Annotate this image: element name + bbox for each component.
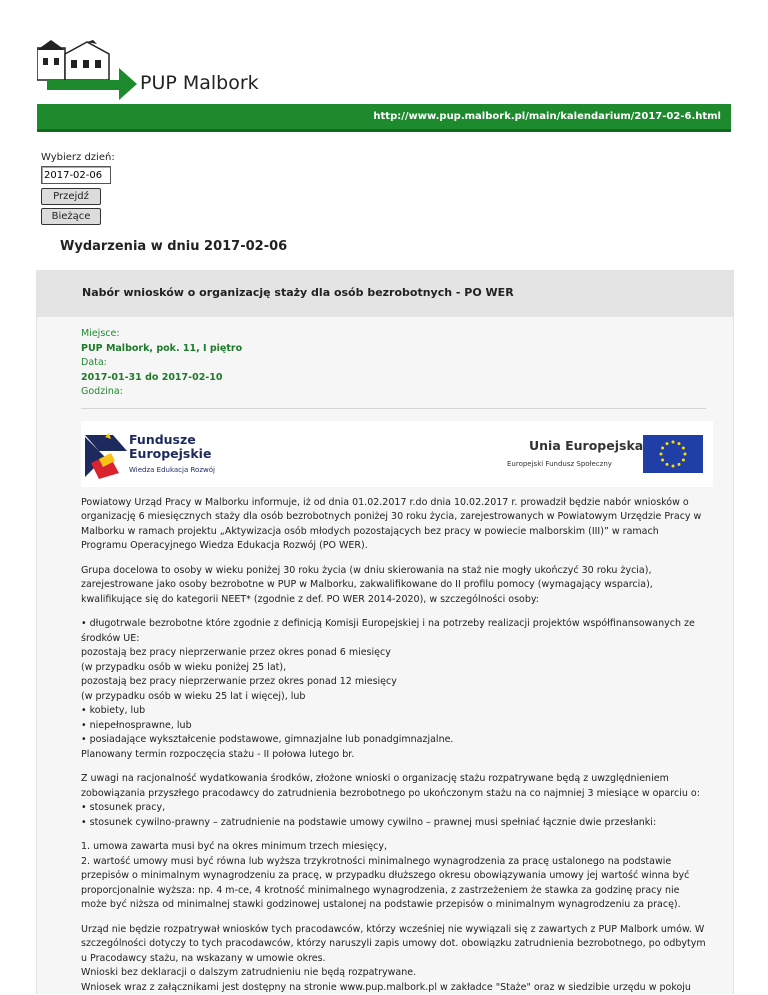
description-line: Powiatowy Urząd Pracy w Malborku informuje, iż od dnia 01.02.2017 r.do dnia 10.02.2017 r. prowadził będzie nabór wniosków o organizację 6 miesięcznych staży dla osób bezrobotnych poniżej 30 roku życia, zarejestrowanych w Powiatowym Urzędzie Pracy w Malborku w ramach projektu „Aktywizacja osób młodych pozostających bez pracy w powiecie malborskim (III)” w ramach Programu Operacyjnego Wiedza Edukacja Rozwój (PO WER). (81, 496, 706, 554)
eu-flag-icon (643, 435, 703, 473)
date-picker-label: Wybierz dzień: (41, 152, 115, 163)
page-url-link[interactable]: http://www.pup.malbork.pl/main/kalendarium/2017-02-6.html (373, 111, 721, 122)
eu-star (682, 458, 685, 461)
event-card (36, 270, 734, 994)
date-picker (41, 152, 115, 228)
eu-fund-name: Europejski Fundusz Społeczny (507, 457, 612, 472)
description-line: • stosunek pracy, (81, 801, 706, 816)
event-header (37, 270, 733, 317)
current-button[interactable]: Bieżące (41, 208, 101, 225)
description-line: • długotrwale bezrobotne które zgodnie z definicją Komisji Europejskiej i na potrzeby realizacji projektów współfinansowanych ze środków UE: (81, 617, 706, 646)
eu-star (672, 464, 675, 467)
date-label: Data: (81, 356, 706, 371)
description-line: (w przypadku osób w wieku poniżej 25 lat), (81, 661, 706, 676)
event-title[interactable]: Nabór wniosków o organizację staży dla osób bezrobotnych - PO WER (82, 286, 514, 299)
description-paragraph (81, 564, 706, 608)
eu-star (682, 446, 685, 449)
description-line: pozostają bez pracy nieprzerwanie przez okres ponad 12 miesięcy (81, 675, 706, 690)
date-input[interactable] (41, 166, 111, 184)
date-value: 2017-01-31 do 2017-02-10 (81, 371, 706, 386)
description-line: Planowany termin rozpoczęcia stażu - II połowa lutego br. (81, 748, 706, 763)
description-line: Urząd nie będzie rozpatrywał wniosków tych pracodawców, którzy wcześniej nie wywiązali się z zawartych z PUP Malbork umów. W szczególności dotyczy to tych pracodawców, którzy naruszyli zapis umowy dot. obowiązku zatrudnienia bezrobotnego, po odbytym u Pracodawcy stażu, na wskazany w umowie okres. (81, 923, 706, 967)
page-header (0, 0, 768, 135)
eu-name: Unia Europejska (529, 439, 643, 454)
description-line: • posiadające wykształcenie podstawowe, gimnazjalne lub ponadgimnazjalne. (81, 733, 706, 748)
divider (81, 408, 706, 409)
eu-star (678, 442, 681, 445)
time-label: Godzina: (81, 385, 706, 400)
description-line: Grupa docelowa to osoby w wieku poniżej 30 roku życia (w dniu skierowania na staż nie mogły ukończyć 30 roku życia), zarejestrowane jako osoby bezrobotne w PUP w Malborku, zakwalifikowane do II profilu pomocy (wymagający wsparcia), kwalifikujące się do kategorii NEET* (zgodnie z def. PO WER 2014-2020), w szczególności osoby: (81, 564, 706, 608)
place-value: PUP Malbork, pok. 11, I piętro (81, 342, 706, 357)
description-paragraph (81, 923, 706, 995)
eu-star (684, 452, 687, 455)
eu-star (666, 442, 669, 445)
site-name: PUP Malbork (140, 72, 259, 94)
fe-name: Fundusze Europejskie (129, 433, 211, 461)
description-paragraph (81, 617, 706, 762)
description-line: Wniosek wraz z załącznikami jest dostępny na stronie www.pup.malbork.pl w zakładce "Staże" oraz w siedzibie urzędu w pokoju (81, 981, 706, 995)
fundusze-europejskie-logo-icon (85, 429, 127, 481)
description-paragraph (81, 496, 706, 554)
description-line: Wnioski bez deklaracji o dalszym zatrudnieniu nie będą rozpatrywane. (81, 966, 706, 981)
description-line: 2. wartość umowy musi być równa lub wyższa trzykrotności minimalnego wynagrodzenia za pracę ustalonego na podstawie przepisów o minimalnym wynagrodzeniu za pracę, w przypadku dłuższego okresu obowiązywania umowy jej wartość winna być proporcjonalnie wyższa: np. 4 m-ce, 4 krotność minimalnego wynagrodzenia, z zastrzeżeniem że stawka za godzinę pracy nie może być niższa od minimalnej stawki godzinowej ustalonej na podstawie przepisów o minimalnym wynagrodzeniu za pracę). (81, 855, 706, 913)
description-line: • niepełnosprawne, lub (81, 719, 706, 734)
description-line: Z uwagi na racjonalność wydatkowania środków, złożone wnioski o organizację stażu rozpatrywane będą z uwzględnieniem zobowiązania przyszłego pracodawcy do zatrudnienia bezrobotnego po ukończonym stażu na co najmniej 3 miesiące w oparciu o: (81, 772, 706, 801)
eu-star (660, 452, 663, 455)
description-line: • stosunek cywilno-prawny – zatrudnienie na podstawie umowy cywilno – prawnej musi spełniać łącznie dwie przesłanki: (81, 816, 706, 831)
funding-banner (81, 421, 713, 487)
events-title: Wydarzenia w dniu 2017-02-06 (60, 239, 287, 254)
pup-logo-icon[interactable] (37, 40, 147, 110)
eu-star (661, 446, 664, 449)
description-line: • kobiety, lub (81, 704, 706, 719)
url-bar (37, 104, 731, 132)
event-description (81, 496, 706, 995)
eu-star (678, 462, 681, 465)
eu-star (661, 458, 664, 461)
place-label: Miejsce: (81, 327, 706, 342)
eu-star (666, 462, 669, 465)
eu-star (672, 440, 675, 443)
event-body (37, 317, 733, 995)
fe-subtitle: Wiedza Edukacja Rozwój (129, 463, 215, 478)
description-line: (w przypadku osób w wieku 25 lat i więcej), lub (81, 690, 706, 705)
go-button[interactable]: Przejdź (41, 188, 101, 205)
description-line: 1. umowa zawarta musi być na okres minimum trzech miesięcy, (81, 840, 706, 855)
description-paragraph (81, 772, 706, 830)
description-paragraph (81, 840, 706, 913)
description-line: pozostają bez pracy nieprzerwanie przez okres ponad 6 miesięcy (81, 646, 706, 661)
